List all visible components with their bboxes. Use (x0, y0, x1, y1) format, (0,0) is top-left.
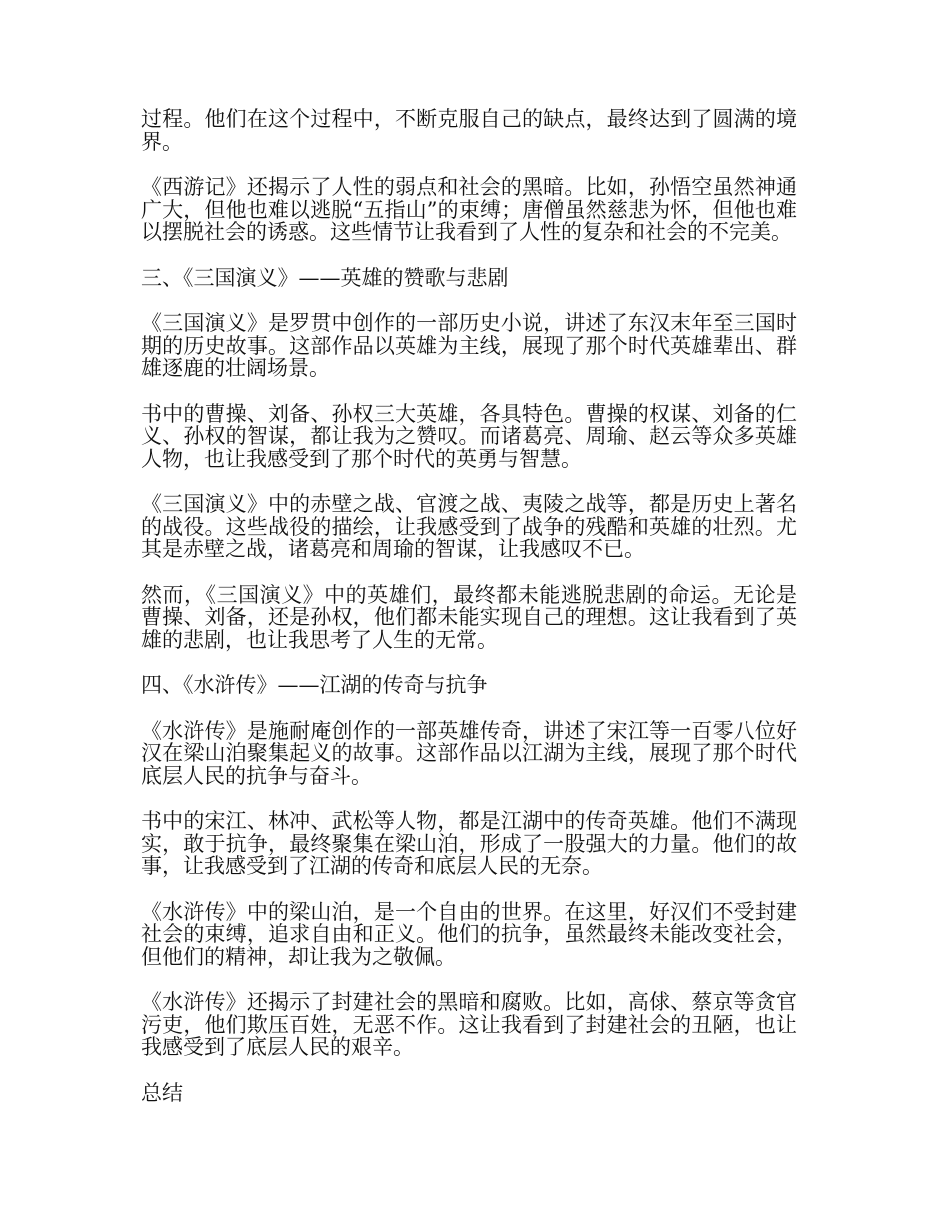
paragraph-sanguo-tragedy: 然而，《三国演义》中的英雄们，最终都未能逃脱悲剧的命运。无论是曹操、刘备，还是孙权，他们都未能实现自己的理想。这让我看到了英雄的悲剧，也让我思考了人生的无常。 (141, 582, 797, 652)
paragraph-xiyouji-darkness: 《西游记》还揭示了人性的弱点和社会的黑暗。比如，孙悟空虽然神通广大，但他也难以逃脱“五指山”的束缚；唐僧虽然慈悲为怀，但他也难以摆脱社会的诱惑。这些情节让我看到了人性的复杂和社会的不完美。 (141, 175, 797, 244)
paragraph-sanguo-battles: 《三国演义》中的赤壁之战、官渡之战、夷陵之战等，都是历史上著名的战役。这些战役的描绘，让我感受到了战争的残酷和英雄的壮烈。尤其是赤壁之战，诸葛亮和周瑜的智谋，让我感叹不已。 (141, 492, 797, 561)
paragraph-xiyouji-conclusion: 过程。他们在这个过程中，不断克服自己的缺点，最终达到了圆满的境界。 (141, 107, 797, 154)
paragraph-shuihu-intro: 《水浒传》是施耐庵创作的一部英雄传奇，讲述了宋江等一百零八位好汉在梁山泊聚集起义的故事。这部作品以江湖为主线，展现了那个时代底层人民的抗争与奋斗。 (141, 718, 797, 788)
paragraph-shuihu-corruption: 《水浒传》还揭示了封建社会的黑暗和腐败。比如，高俅、蔡京等贪官污吏，他们欺压百姓，无恶不作。这让我看到了封建社会的丑陋，也让我感受到了底层人民的艰辛。 (141, 990, 797, 1059)
section-heading-summary: 总结 (141, 1080, 183, 1105)
document-page (141, 108, 797, 1127)
paragraph-shuihu-liangshan: 《水浒传》中的梁山泊，是一个自由的世界。在这里，好汉们不受封建社会的束缚，追求自由和正义。他们的抗争，虽然最终未能改变社会，但他们的精神，却让我为之敬佩。 (141, 899, 797, 969)
section-heading-shuihu: 四、《水浒传》——江湖的传奇与抗争 (141, 673, 488, 697)
paragraph-sanguo-intro: 《三国演义》是罗贯中创作的一部历史小说，讲述了东汉末年至三国时期的历史故事。这部作品以英雄为主线，展现了那个时代英雄辈出、群雄逐鹿的壮阔场景。 (141, 311, 797, 380)
paragraph-sanguo-heroes: 书中的曹操、刘备、孙权三大英雄，各具特色。曹操的权谋、刘备的仁义、孙权的智谋，都让我为之赞叹。而诸葛亮、周瑜、赵云等众多英雄人物，也让我感受到了那个时代的英勇与智慧。 (141, 401, 797, 471)
section-heading-sanguo: 三、《三国演义》——英雄的赞歌与悲剧 (141, 265, 509, 290)
paragraph-shuihu-characters: 书中的宋江、林冲、武松等人物，都是江湖中的传奇英雄。他们不满现实，敢于抗争，最终聚集在梁山泊，形成了一股强大的力量。他们的故事，让我感受到了江湖的传奇和底层人民的无奈。 (141, 809, 797, 878)
